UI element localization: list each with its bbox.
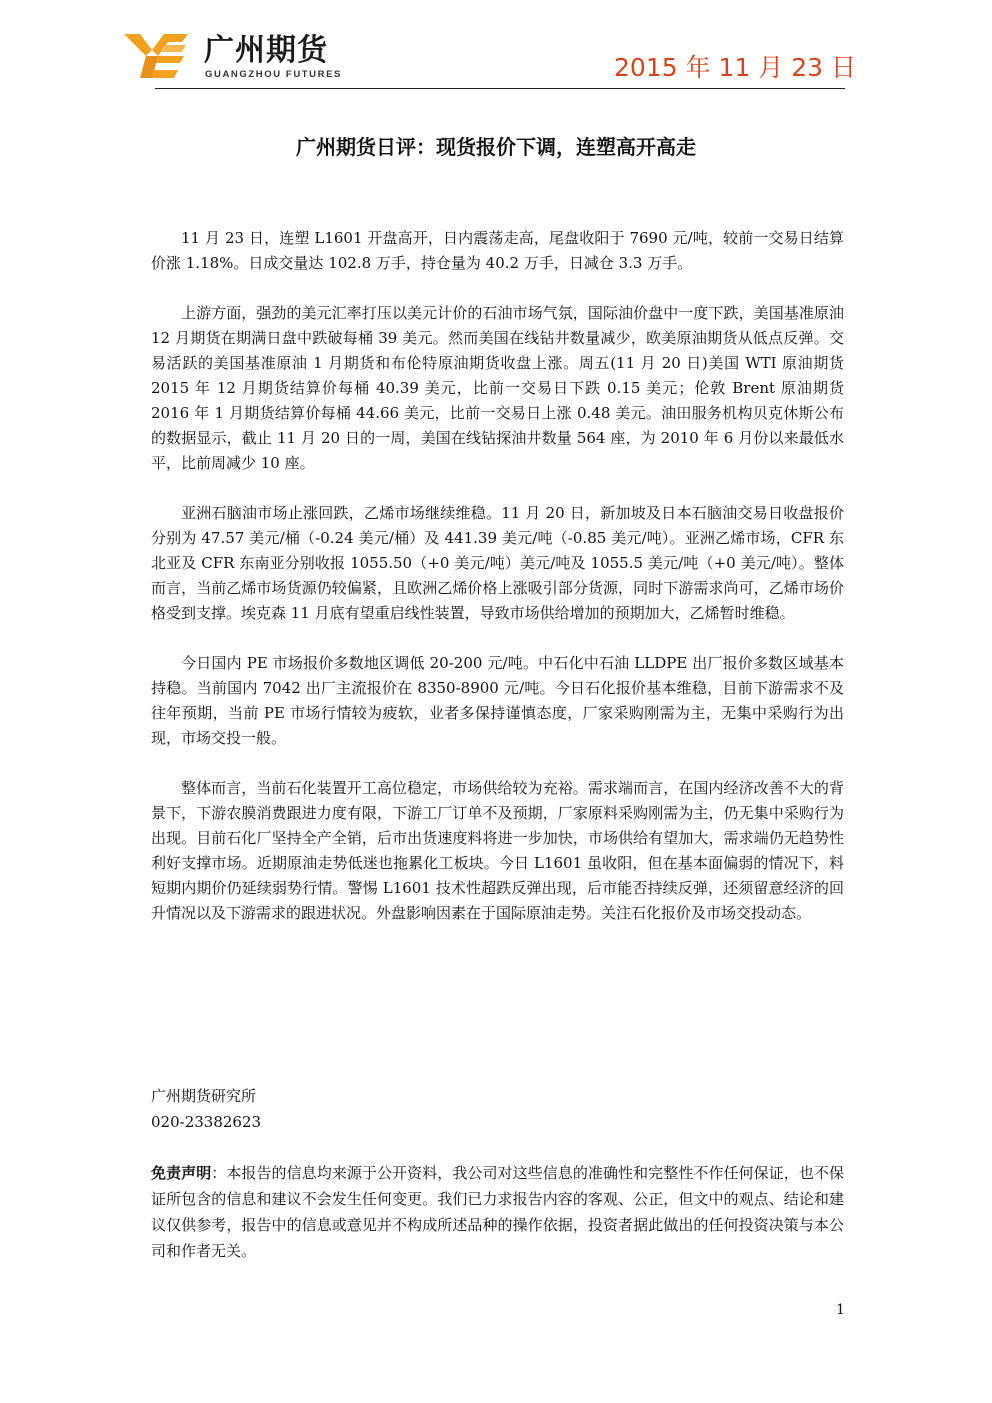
paragraph-outlook: 整体而言，当前石化装置开工高位稳定，市场供给较为充裕。需求端而言，在国内经济改善不大的背景下，下游农膜消费跟进力度有限，下游工厂订单不及预期，厂家原料采购刚需为主，仍无集中采购行为出现。目前石化厂坚持全产全销，后市出货速度料将进一步加快，市场供给有望加大，需求端仍无趋势性利好支撑市场。近期原油走势低迷也拖累化工板块。今日 L1601 虽收阳，但在基本面偏弱的情况下，料短期内期价仍延续弱势行情。警惕 L1601 技术性超跌反弹出现，后市能否持续反弹，还须留意经济的回升情况以及下游需求的跟进状况。外盘影响因素在于国际原油走势。关注石化报价及市场交投动态。 (151, 779, 844, 922)
disclaimer (151, 1160, 844, 1264)
source-org: 广州期货研究所 (151, 1087, 257, 1105)
report-body (151, 226, 844, 951)
paragraph-upstream-oil: 上游方面，强劲的美元汇率打压以美元计价的石油市场气氛，国际油价盘中一度下跌，美国基准原油 12 月期货在期满日盘中跌破每桶 39 美元。然而美国在线钻井数量减少，欧美原油期货从低点反弹。交易活跃的美国基准原油 1 月期货和布伦特原油期货收盘上涨。周五(11 月 20 日)美国 WTI 原油期货 2015 年 12 月期货结算价每桶 40.39 美元，比前一交易日下跌 0.15 美元；伦敦 Brent 原油期货 2016 年 1 月期货结算价每桶 44.66 美元，比前一交易日上涨 0.48 美元。油田服务机构贝克休斯公布的数据显示，截止 11 月 20 日的一周，美国在线钻探油井数量 564 座，为 2010 年 6 月份以来最低水平，比前周减少 10 座。 (151, 304, 844, 472)
report-title: 广州期货日评：现货报价下调，连塑高开高走 (296, 135, 696, 159)
page-number: 1 (836, 1302, 845, 1318)
source-block (151, 1083, 261, 1135)
brand-name-en: GUANGZHOU FUTURES (205, 69, 342, 80)
report-date: 2015 年 11 月 23 日 (614, 53, 856, 82)
paragraph-asia-naphtha: 亚洲石脑油市场止涨回跌，乙烯市场继续维稳。11 月 20 日，新加坡及日本石脑油交易日收盘报价分别为 47.57 美元/桶（-0.24 美元/桶）及 441.39 美元/吨（-0.85 美元/吨）。亚洲乙烯市场，CFR 东北亚及 CFR 东南亚分别收报 1055.50（+0 美元/吨）美元/吨及 1055.5 美元/吨（+0 美元/吨）。整体而言，当前乙烯市场货源仍较偏紧，且欧洲乙烯价格上涨吸引部分货源，同时下游需求尚可，乙烯市场价格受到支撑。埃克森 11 月底有望重启线性装置，导致市场供给增加的预期加大，乙烯暂时维稳。 (151, 504, 844, 622)
source-phone: 020-23382623 (151, 1113, 262, 1131)
paragraph-domestic-pe: 今日国内 PE 市场报价多数地区调低 20-200 元/吨。中石化中石油 LLDPE 出厂报价多数区域基本持稳。当前国内 7042 出厂主流报价在 8350-8900 元/吨。今日石化报价基本维稳，目前下游需求不及往年预期，当前 PE 市场行情较为疲软，业者多保持谨慎态度，厂家采购刚需为主，无集中采购行为出现，市场交投一般。 (151, 654, 844, 747)
disclaimer-label: 免责声明 (151, 1164, 212, 1182)
paragraph-market-summary: 11 月 23 日，连塑 L1601 开盘高开，日内震荡走高，尾盘收阳于 7690 元/吨，较前一交易日结算价涨 1.18%。日成交量达 102.8 万手，持仓量为 40.2 万手，日减仓 3.3 万手。 (151, 229, 844, 272)
header-divider (155, 88, 845, 89)
disclaimer-text: ：本报告的信息均来源于公开资料，我公司对这些信息的准确性和完整性不作任何保证，也不保证所包含的信息和建议不会发生任何变更。我们已力求报告内容的客观、公正，但文中的观点、结论和建议仅供参考，报告中的信息或意见并不构成所述品种的操作依据，投资者据此做出的任何投资决策与本公司和作者无关。 (151, 1164, 844, 1260)
brand-name-cn: 广州期货 (204, 33, 328, 68)
company-logo-icon (122, 30, 190, 82)
